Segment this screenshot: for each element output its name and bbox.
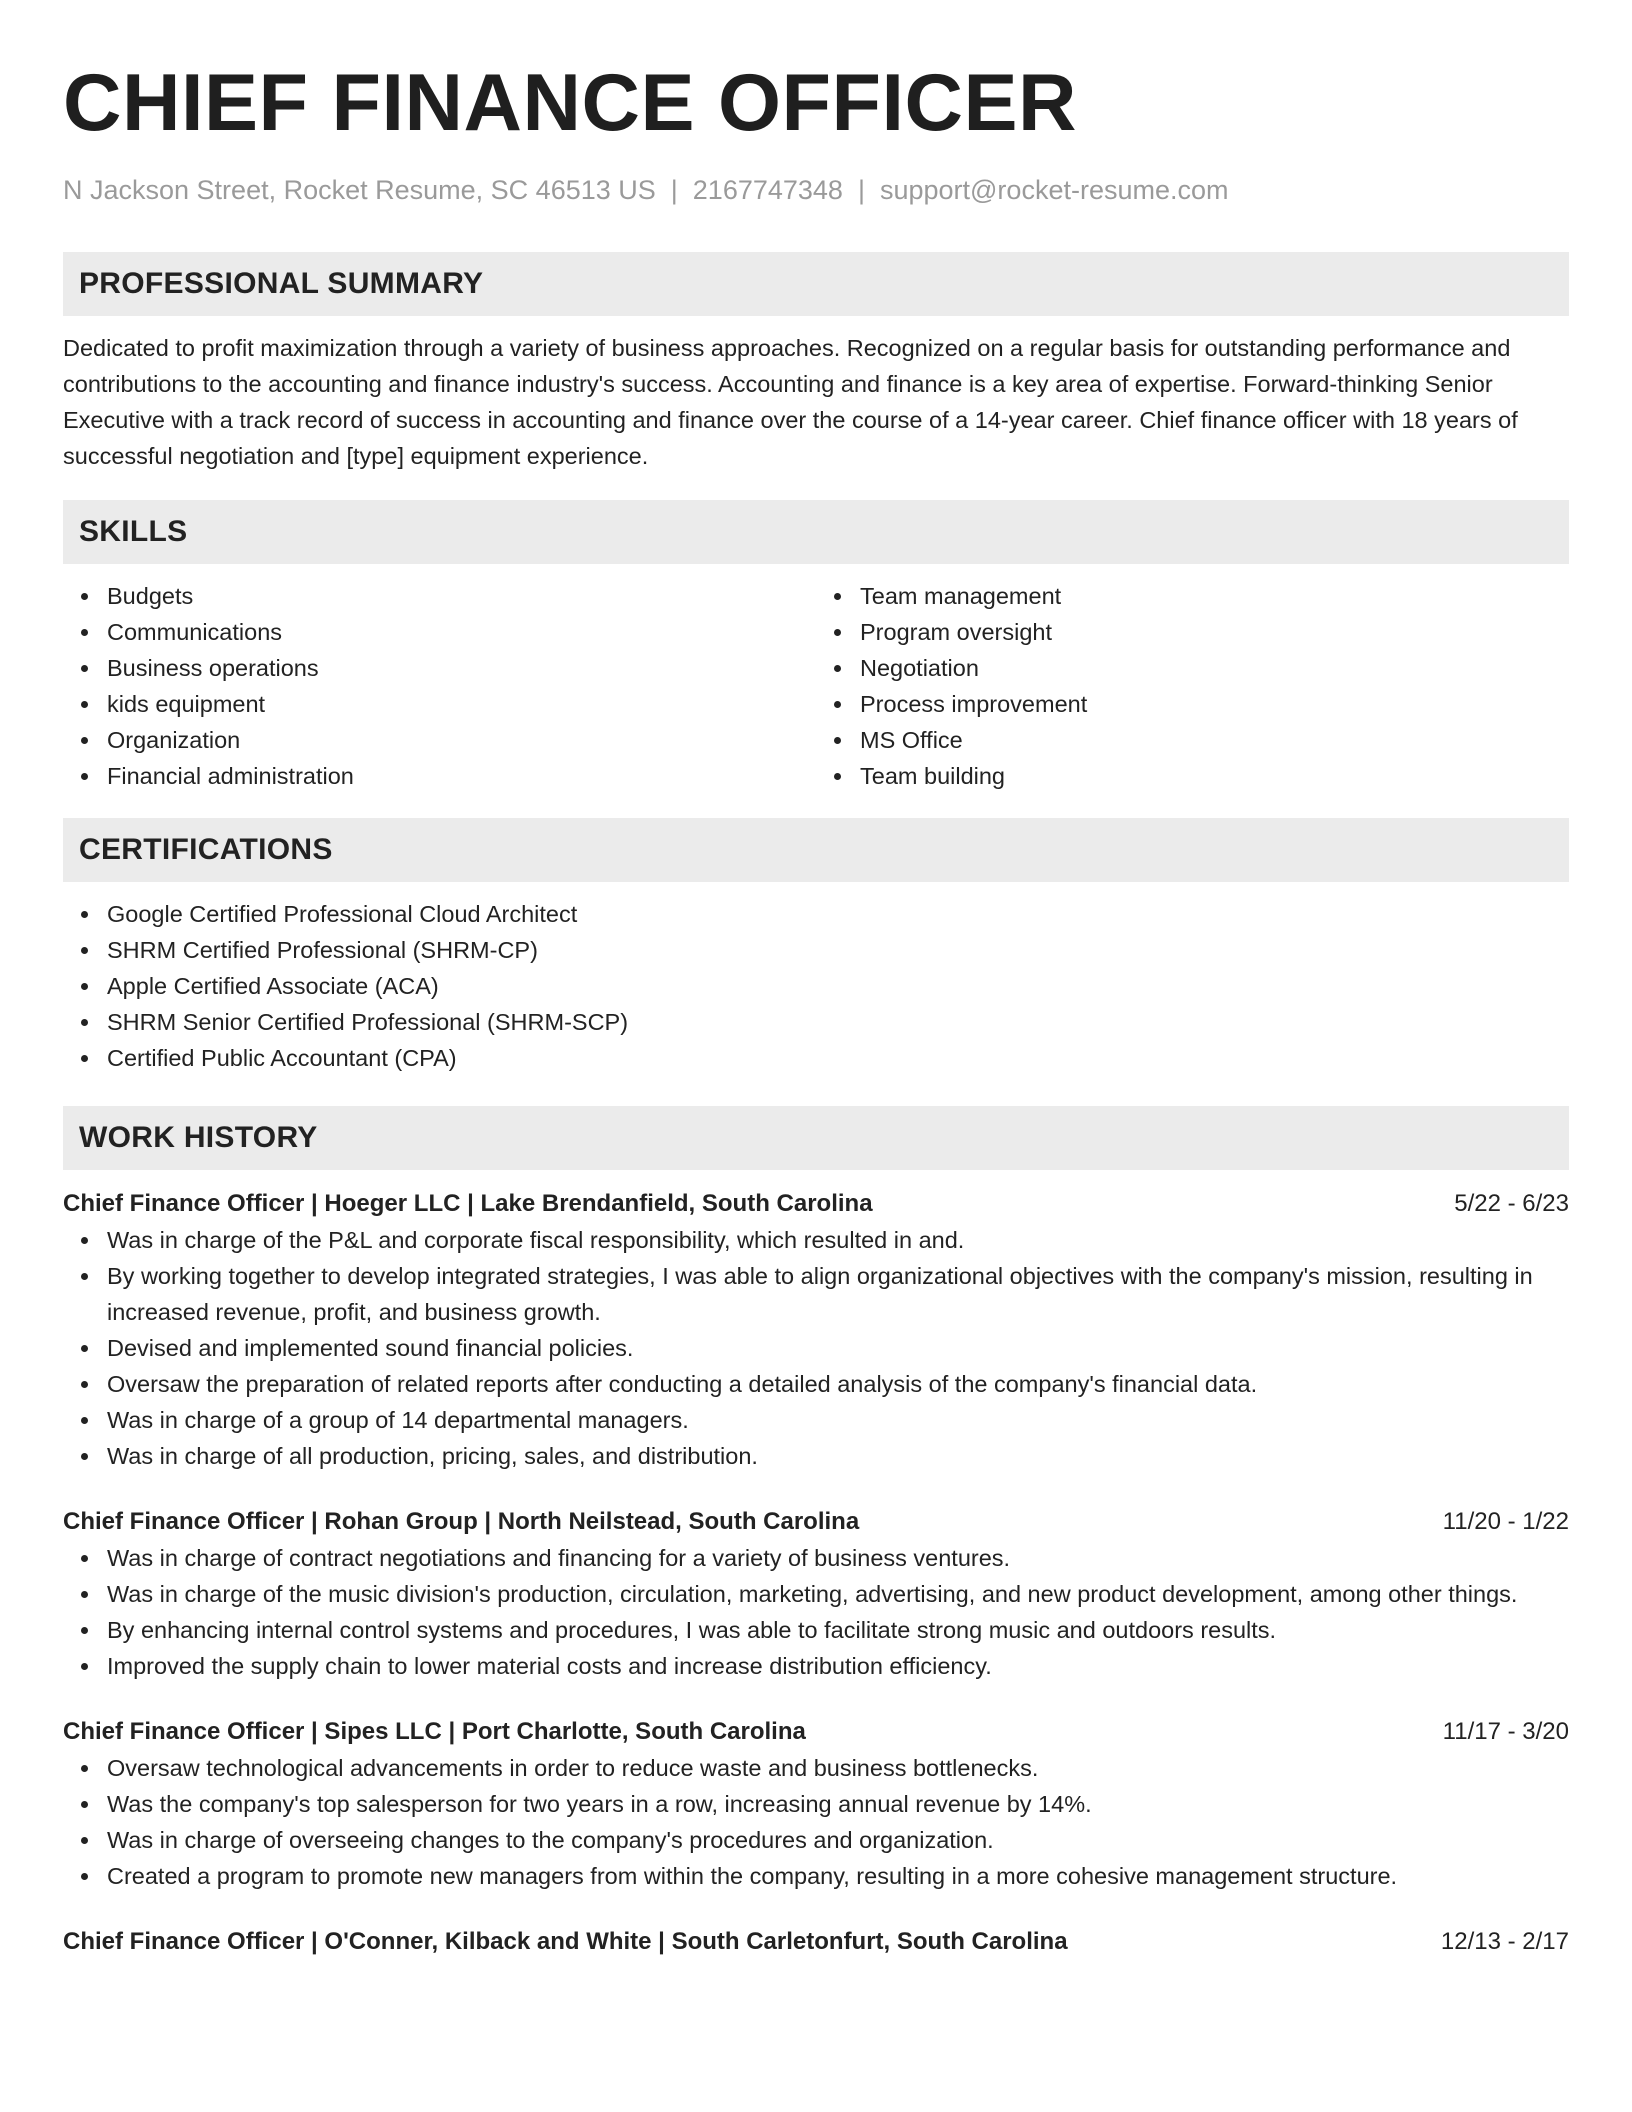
contact-line — [63, 172, 1569, 208]
contact-address: N Jackson Street, Rocket Resume, SC 46513 US — [63, 175, 656, 205]
job-bullet: Devised and implemented sound financial policies. — [107, 1330, 1569, 1366]
job-bullet: Was the company's top salesperson for two years in a row, increasing annual revenue by 14%. — [107, 1786, 1569, 1822]
job-dates: 11/17 - 3/20 — [1442, 1718, 1569, 1745]
job-title: Chief Finance Officer | Hoeger LLC | Lake Brendanfield, South Carolina — [63, 1190, 873, 1217]
skill-item: Business operations — [107, 650, 816, 686]
job-bullet: Was in charge of contract negotiations and financing for a variety of business ventures. — [107, 1540, 1569, 1576]
skill-item: kids equipment — [107, 686, 816, 722]
work-history-section — [63, 1106, 1569, 1960]
resume-title: CHIEF FINANCE OFFICER — [63, 58, 1077, 148]
job-bullet: Oversaw the preparation of related reports after conducting a detailed analysis of the company's financial data. — [107, 1366, 1569, 1402]
job-title: Chief Finance Officer | Rohan Group | North Neilstead, South Carolina — [63, 1508, 860, 1535]
job-bullets — [63, 1540, 1569, 1684]
job-header — [63, 1924, 1569, 1960]
skill-item: Process improvement — [860, 686, 1569, 722]
skills-heading: SKILLS — [63, 500, 1569, 564]
certifications-list — [63, 896, 1569, 1076]
skill-item: MS Office — [860, 722, 1569, 758]
job-entry — [63, 1714, 1569, 1894]
job-entry — [63, 1186, 1569, 1474]
job-entry — [63, 1504, 1569, 1684]
skill-item: Financial administration — [107, 758, 816, 794]
contact-email: support@rocket-resume.com — [879, 175, 1229, 205]
skills-list-left — [63, 578, 816, 794]
job-dates: 11/20 - 1/22 — [1442, 1508, 1569, 1535]
job-bullet: Improved the supply chain to lower material costs and increase distribution efficiency. — [107, 1648, 1569, 1684]
skill-item: Organization — [107, 722, 816, 758]
job-bullet: Was in charge of the P&L and corporate fiscal responsibility, which resulted in and. — [107, 1222, 1569, 1258]
certifications-section — [63, 818, 1569, 1076]
job-title: Chief Finance Officer | O'Conner, Kilback and White | South Carletonfurt, South Carolina — [63, 1928, 1068, 1955]
job-dates: 12/13 - 2/17 — [1440, 1928, 1569, 1955]
job-bullet: Created a program to promote new managers from within the company, resulting in a more cohesive management structure. — [107, 1858, 1569, 1894]
skill-item: Negotiation — [860, 650, 1569, 686]
job-entry — [63, 1924, 1569, 1960]
work-history-heading: WORK HISTORY — [63, 1106, 1569, 1170]
job-header — [63, 1186, 1569, 1222]
job-bullet: Was in charge of all production, pricing, sales, and distribution. — [107, 1438, 1569, 1474]
skill-item: Budgets — [107, 578, 816, 614]
job-bullet: Was in charge of a group of 14 departmental managers. — [107, 1402, 1569, 1438]
summary-text: Dedicated to profit maximization through a variety of business approaches. Recognized on a regular basis for outstanding performance and contributions to the accounting and finance industry's success. Accounting and finance is a key area of expertise. Forward-thinking Senior Executive with a track record of success in accounting and finance over the course of a 14-year career. Chief finance officer with 18 years of successful negotiation and [type] equipment experience. — [63, 335, 1518, 469]
job-bullet: Was in charge of overseeing changes to the company's procedures and organization. — [107, 1822, 1569, 1858]
job-bullet: Was in charge of the music division's production, circulation, marketing, advertising, and new product development, among other things. — [107, 1576, 1569, 1612]
skill-item: Team building — [860, 758, 1569, 794]
job-bullets — [63, 1750, 1569, 1894]
certification-item: Apple Certified Associate (ACA) — [107, 968, 1569, 1004]
job-title: Chief Finance Officer | Sipes LLC | Port Charlotte, South Carolina — [63, 1718, 806, 1745]
job-dates: 5/22 - 6/23 — [1454, 1190, 1569, 1217]
job-bullet: By enhancing internal control systems and procedures, I was able to facilitate strong music and outdoors results. — [107, 1612, 1569, 1648]
certification-item: SHRM Senior Certified Professional (SHRM-SCP) — [107, 1004, 1569, 1040]
contact-separator: | — [670, 175, 678, 205]
skill-item: Communications — [107, 614, 816, 650]
job-header — [63, 1504, 1569, 1540]
summary-heading: PROFESSIONAL SUMMARY — [63, 252, 1569, 316]
job-bullets — [63, 1222, 1569, 1474]
job-bullet: Oversaw technological advancements in order to reduce waste and business bottlenecks. — [107, 1750, 1569, 1786]
certification-item: SHRM Certified Professional (SHRM-CP) — [107, 932, 1569, 968]
summary-section — [63, 252, 1569, 474]
skill-item: Program oversight — [860, 614, 1569, 650]
skill-item: Team management — [860, 578, 1569, 614]
job-header — [63, 1714, 1569, 1750]
contact-separator: | — [857, 175, 865, 205]
contact-phone: 2167747348 — [692, 175, 843, 205]
certification-item: Google Certified Professional Cloud Architect — [107, 896, 1569, 932]
certification-item: Certified Public Accountant (CPA) — [107, 1040, 1569, 1076]
skills-grid — [63, 578, 1569, 794]
certifications-heading: CERTIFICATIONS — [63, 818, 1569, 882]
skills-section — [63, 500, 1569, 794]
skills-list-right — [816, 578, 1569, 794]
job-bullet: By working together to develop integrated strategies, I was able to align organizational objectives with the company's mission, resulting in increased revenue, profit, and business growth. — [107, 1258, 1569, 1330]
